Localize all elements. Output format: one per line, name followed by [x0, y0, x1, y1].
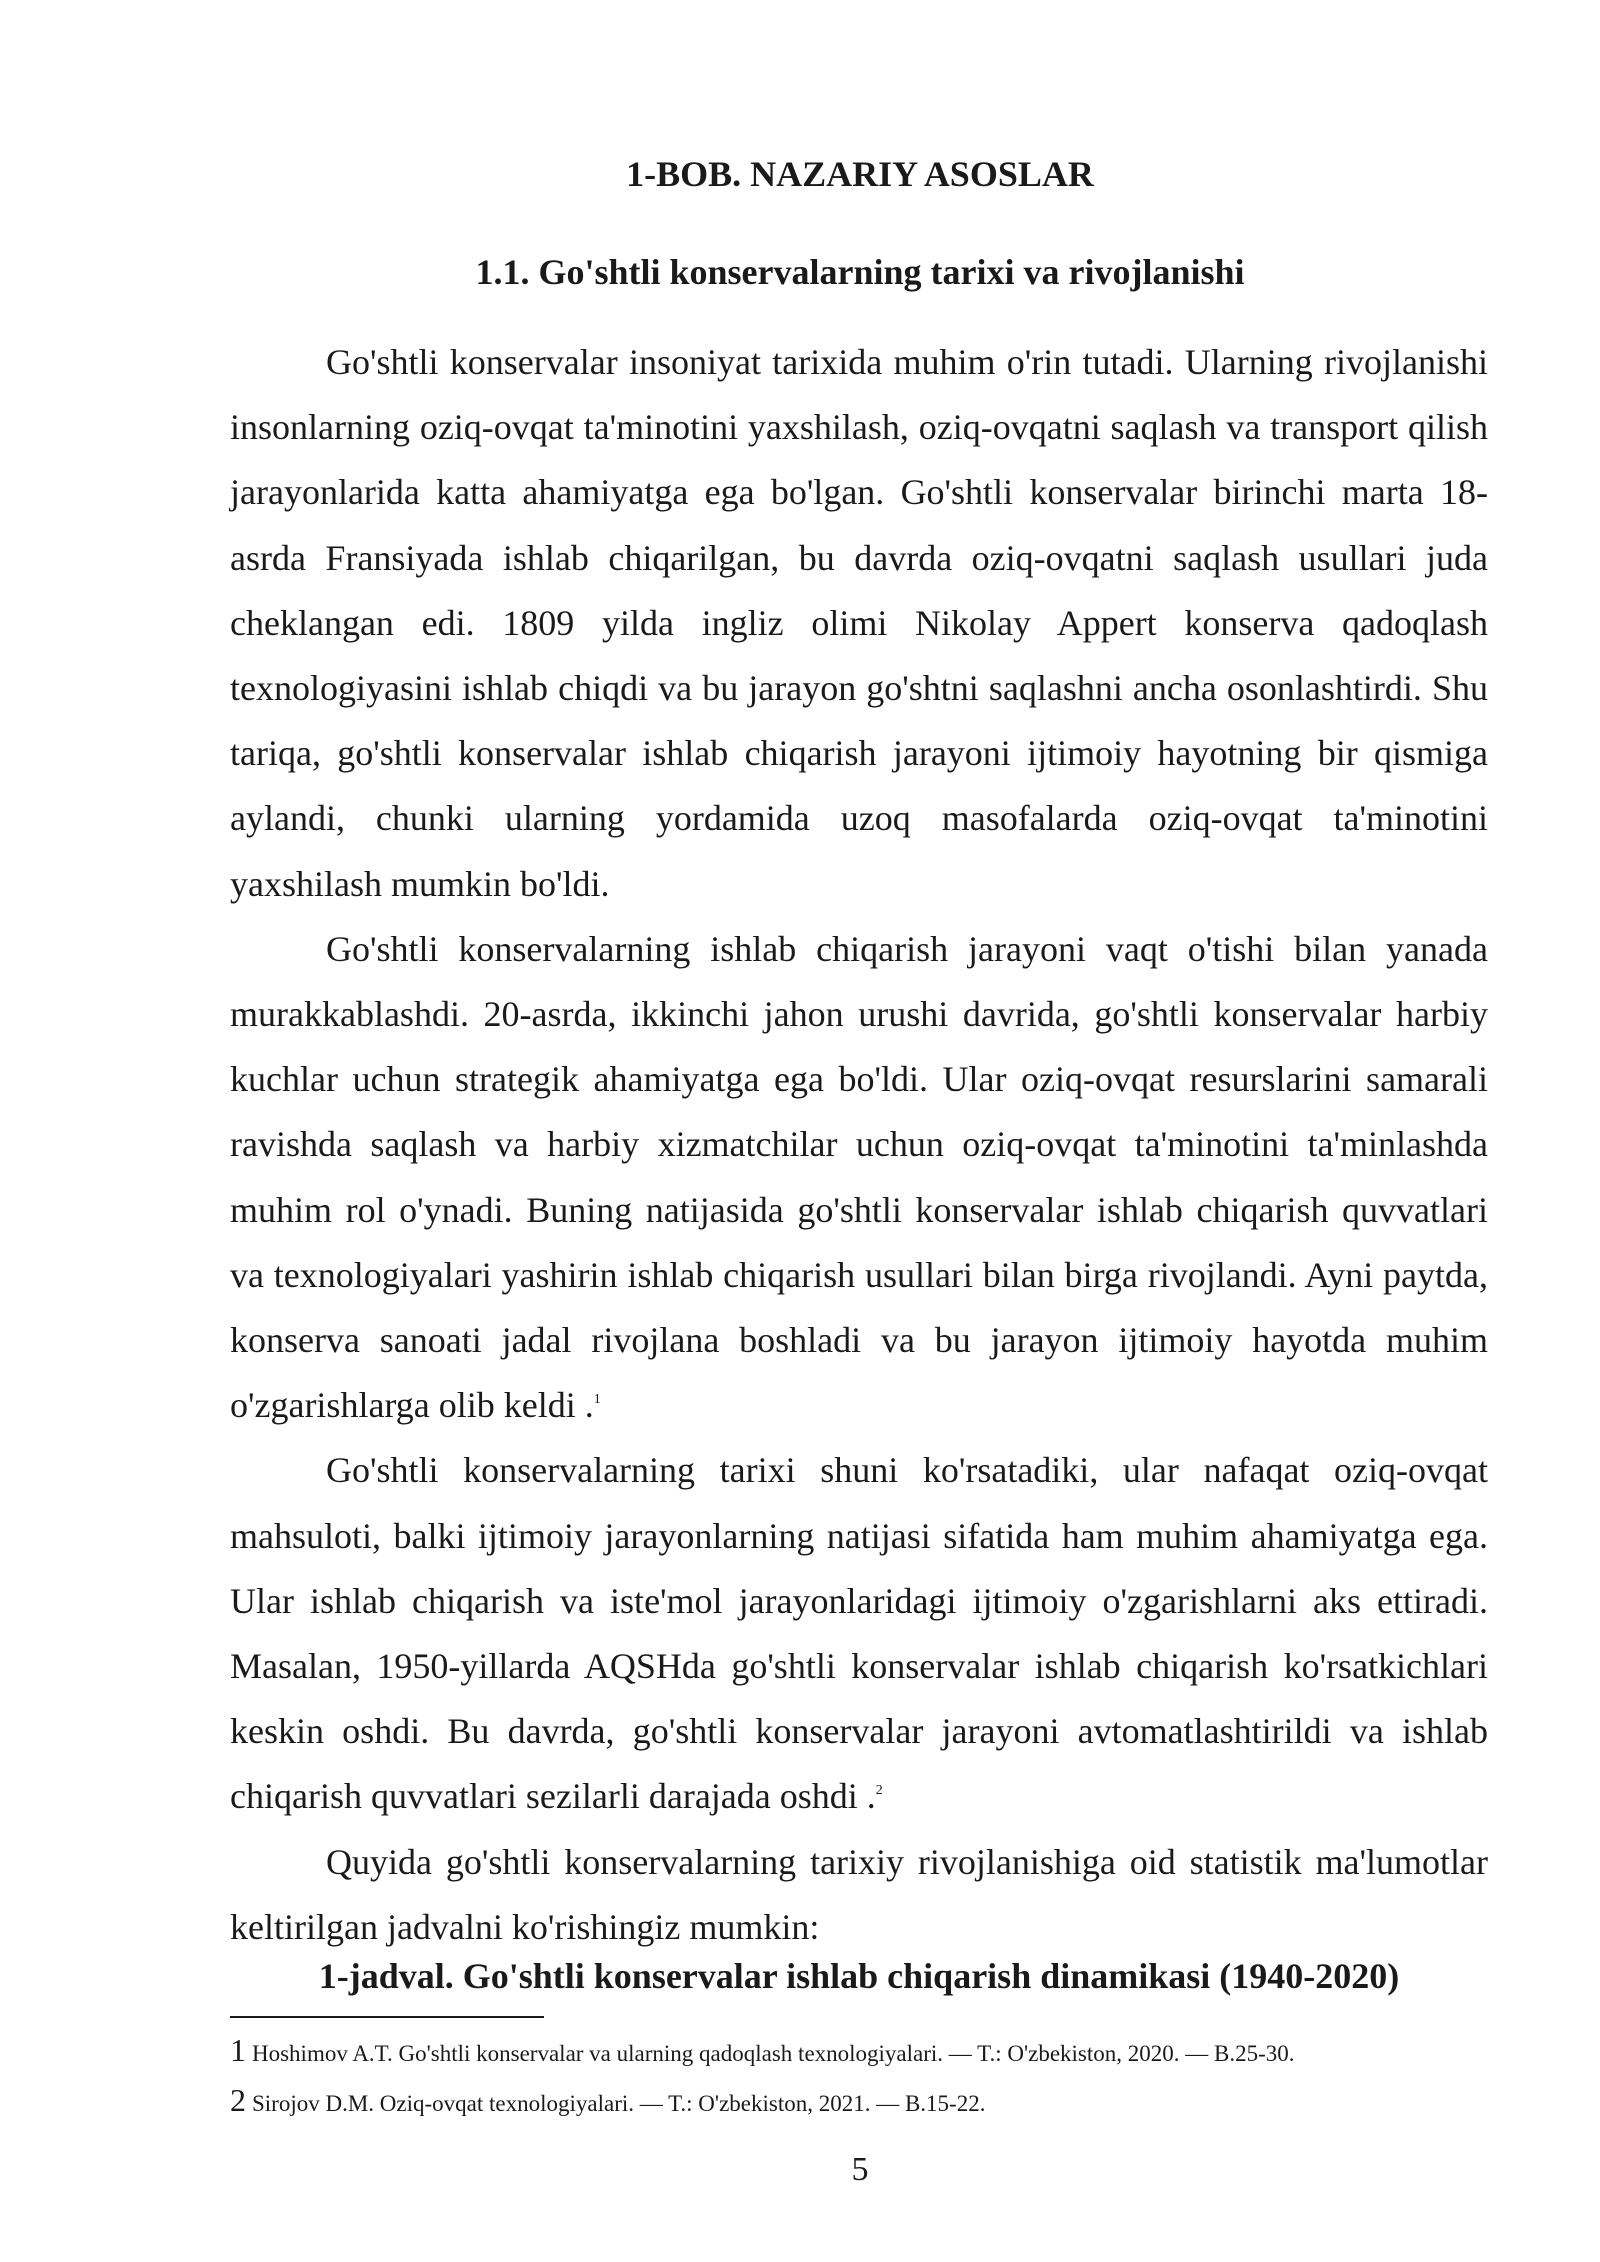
footnote-number: 1: [230, 2032, 246, 2068]
chapter-title: 1-BOB. NAZARIY ASOSLAR: [626, 154, 1094, 194]
body-text: [230, 330, 1488, 1960]
paragraph: [230, 1830, 1488, 1960]
footnote: [230, 2030, 1530, 2074]
paragraph: [230, 917, 1488, 1439]
paragraph-text: Go'shtli konservalarning ishlab chiqarish jarayoni vaqt o'tishi bilan yanada murakkablashdi. 20-asrda, ikkinchi jahon urushi davrida, go'shtli konservalar harbiy kuchlar uchun strategik ahamiyatga ega bo'ldi. Ular oziq-ovqat resurslarini samarali ravishda saqlash va harbiy xizmatchilar uchun oziq-ovqat ta'minotini ta'minlashda muhim rol o'ynadi. Buning natijasida go'shtli konservalar ishlab chiqarish quvvatlari va texnologiyalari yashirin ishlab chiqarish usullari bilan birga rivojlandi. Ayni paytda, konserva sanoati jadal rivojlana boshladi va bu jarayon ijtimoiy hayotda muhim o'zgarishlarga olib keldi .: [230, 928, 1488, 1426]
footnote-number: 2: [230, 2082, 246, 2118]
footnote-reference[interactable]: 2: [875, 1783, 883, 1799]
footnote-separator: [230, 2016, 544, 2018]
footnote-text: Hoshimov A.T. Go'shtli konservalar va ularning qadoqlash texnologiyalari. — T.: O'zbekiston, 2020. — B.25-30.: [252, 2041, 1295, 2066]
section-title: 1.1. Go'shtli konservalarning tarixi va rivojlanishi: [475, 252, 1245, 292]
paragraph: [230, 1438, 1488, 1829]
paragraph: [230, 330, 1488, 917]
footnote: [230, 2080, 1530, 2124]
table-caption: 1-jadval. Go'shtli konservalar ishlab chiqarish dinamikasi (1940-2020): [318, 1956, 1400, 1996]
paragraph-text: Go'shtli konservalar insoniyat tarixida muhim o'rin tutadi. Ularning rivojlanishi insonlarning oziq-ovqat ta'minotini yaxshilash, oziq-ovqatni saqlash va transport qilish jarayonlarida katta ahamiyatga ega bo'lgan. Go'shtli konservalar birinchi marta 18-asrda Fransiyada ishlab chiqarilgan, bu davrda oziq-ovqatni saqlash usullari juda cheklangan edi. 1809 yilda ingliz olimi Nikolay Appert konserva qadoqlash texnologiyasini ishlab chiqdi va bu jarayon go'shtni saqlashni ancha osonlashtirdi. Shu tariqa, go'shtli konservalar ishlab chiqarish jarayoni ijtimoiy hayotning bir qismiga aylandi, chunki ularning yordamida uzoq masofalarda oziq-ovqat ta'minotini yaxshilash mumkin bo'ldi.: [230, 342, 1488, 904]
footnotes: [230, 2030, 1530, 2130]
footnote-reference[interactable]: 1: [593, 1392, 601, 1408]
paragraph-text: Go'shtli konservalarning tarixi shuni ko'rsatadiki, ular nafaqat oziq-ovqat mahsuloti, balki ijtimoiy jarayonlarning natijasi sifatida ham muhim ahamiyatga ega. Ular ishlab chiqarish va iste'mol jarayonlaridagi ijtimoiy o'zgarishlarni aks ettiradi. Masalan, 1950-yillarda AQSHda go'shtli konservalar ishlab chiqarish ko'rsatkichlari keskin oshdi. Bu davrda, go'shtli konservalar jarayoni avtomatlashtirildi va ishlab chiqarish quvvatlari sezilarli darajada oshdi .: [230, 1450, 1488, 1817]
page-number: 5: [851, 2151, 869, 2188]
paragraph-text: Quyida go'shtli konservalarning tarixiy rivojlanishiga oid statistik ma'lumotlar keltirilgan jadvalni ko'rishingiz mumkin:: [230, 1841, 1488, 1947]
footnote-text: Sirojov D.M. Oziq-ovqat texnologiyalari. — T.: O'zbekiston, 2021. — B.15-22.: [252, 2091, 986, 2116]
